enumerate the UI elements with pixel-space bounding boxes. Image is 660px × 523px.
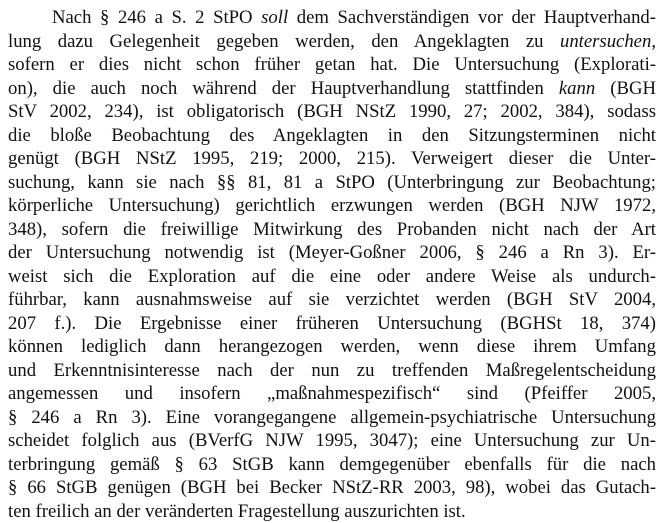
text-run: § 246 a Rn 3). Eine vorangegangene allgemein-psychiatrische Untersuchung (8, 407, 656, 428)
text-run: sofern er dies nicht schon früher getan hat. Die Untersuchung (Explorati- (8, 54, 656, 75)
text-run: ten freilich an der veränderten Fragestellung auszurichten ist. (8, 501, 466, 522)
text-line (8, 30, 656, 54)
text-line (8, 100, 656, 124)
text-run: suchung, kann sie nach §§ 81, 81 a StPO (Unterbringung zur Beobachtung; (8, 172, 656, 193)
text-line (8, 382, 656, 406)
document-page (8, 6, 656, 523)
text-line (8, 429, 656, 453)
body-paragraph (8, 6, 656, 523)
text-line (8, 288, 656, 312)
text-line (8, 476, 656, 500)
text-run: § 66 StGB genügen (BGH bei Becker NStZ-RR 2003, 98), wobei das Gutach- (8, 477, 656, 498)
text-run: StV 2002, 234), ist obligatorisch (BGH NStZ 1990, 27; 2002, 384), sodass (8, 101, 656, 122)
text-run: dem Sachverständigen vor der Hauptverhand- (288, 7, 656, 28)
text-run: scheidet folglich aus (BVerfG NJW 1995, 3047); eine Untersuchung zur Un- (8, 430, 656, 451)
text-run: genügt (BGH NStZ 1995, 219; 2000, 215). Verweigert dieser die Unter- (8, 148, 656, 169)
text-line (8, 265, 656, 289)
text-run: terbringung gemäß § 63 StGB kann demgegenüber ebenfalls für die nach (8, 454, 656, 475)
text-run: und Erkenntnisinteresse nach der nun zu treffenden Maßregelentscheidung (8, 360, 656, 381)
italic-text-run: kann (559, 78, 595, 99)
italic-text-run: untersuchen (560, 31, 651, 52)
text-run: können lediglich dann herangezogen werden, wenn diese ihrem Umfang (8, 336, 656, 357)
text-line (8, 406, 656, 430)
text-run: lung dazu Gelegenheit gegeben werden, den Angeklagten zu (8, 31, 560, 52)
text-line (8, 53, 656, 77)
text-line (8, 171, 656, 195)
text-line (8, 335, 656, 359)
text-run: führbar, kann ausnahmsweise auf sie verzichtet werden (BGH StV 2004, (8, 289, 656, 310)
text-line (8, 453, 656, 477)
text-run: 207 f.). Die Ergebnisse einer früheren Untersuchung (BGHSt 18, 374) (8, 313, 656, 334)
text-line (8, 359, 656, 383)
text-run: weist sich die Exploration auf die eine oder andere Weise als undurch- (8, 266, 656, 287)
text-line (8, 241, 656, 265)
text-line (8, 312, 656, 336)
text-line (8, 218, 656, 242)
text-line (8, 77, 656, 101)
text-line (8, 500, 656, 523)
text-line (8, 194, 656, 218)
text-run: (BGH (595, 78, 656, 99)
text-line (8, 147, 656, 171)
text-run: on), die auch noch während der Hauptverhandlung stattfinden (8, 78, 559, 99)
text-run: 348), sofern die freiwillige Mitwirkung des Probanden nicht nach der Art (8, 219, 656, 240)
text-run: der Untersuchung notwendig ist (Meyer-Goßner 2006, § 246 a Rn 3). Er- (8, 242, 656, 263)
text-line (8, 124, 656, 148)
text-run: Nach § 246 a S. 2 StPO (52, 7, 261, 28)
text-run: angemessen und insofern „maßnahmespezifisch“ sind (Pfeiffer 2005, (8, 383, 656, 404)
italic-text-run: soll (261, 7, 288, 28)
text-run: , (651, 31, 656, 52)
text-run: körperliche Untersuchung) gerichtlich erzwungen werden (BGH NJW 1972, (8, 195, 656, 216)
text-line (8, 6, 656, 30)
text-run: die bloße Beobachtung des Angeklagten in den Sitzungsterminen nicht (8, 125, 656, 146)
